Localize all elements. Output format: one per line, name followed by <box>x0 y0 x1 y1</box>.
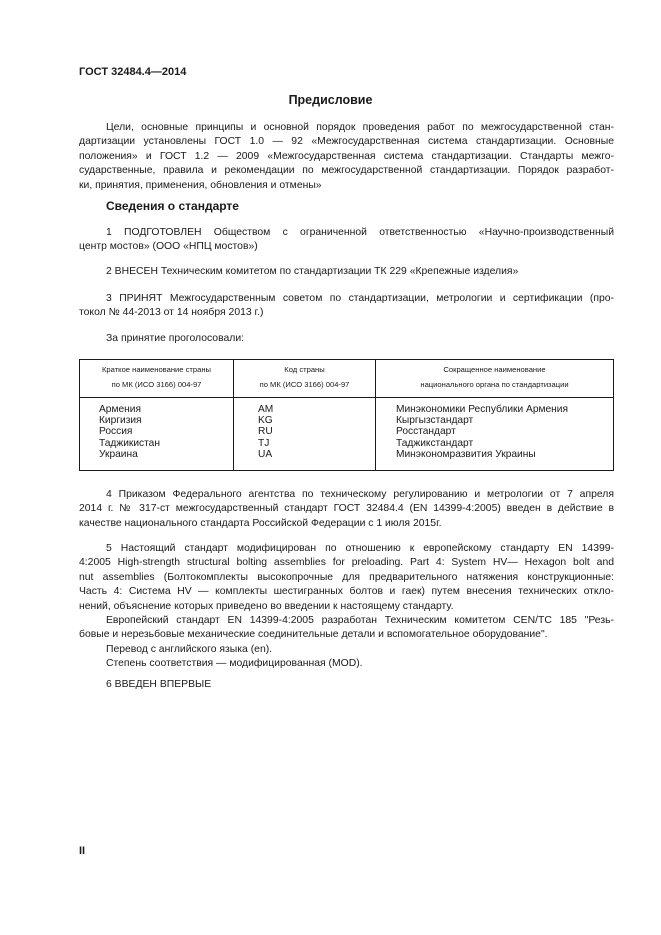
country-code: TJ <box>258 437 270 449</box>
text-line: Цели, основные принципы и основной порядок проведения работ по межгосударственной стан- <box>106 122 614 133</box>
text-line: положения» и ГОСТ 1.2 — 2009 «Межгосударственная система стандартизации. Стандарты межго- <box>79 150 614 162</box>
text-line: Часть 4: Система HV — комплекты шестигранных болтов и гаек) путем внесения технических откло- <box>79 586 614 598</box>
country-name: Армения <box>99 404 141 415</box>
voting-table <box>79 359 614 471</box>
header-standards-body: Сокращенное наименование национального органа по стандартизации <box>376 360 614 398</box>
text-line: ки, принятия, применения, обновления и отмены» <box>79 179 322 191</box>
text-line: 4 Приказом Федерального агентства по техническому регулированию и метрологии от 7 апреля <box>106 489 614 500</box>
country-names-cell <box>80 398 234 471</box>
foreword-paragraph <box>79 121 614 193</box>
text-line: 1 ПОДГОТОВЛЕН Обществом с ограниченной ответственностью «Научно-производственный <box>106 227 614 238</box>
country-code: UA <box>258 448 273 460</box>
item-6-paragraph <box>79 678 614 692</box>
text-line: 3 ПРИНЯТ Межгосударственным советом по стандартизации, метрологии и сертификации (про- <box>106 293 614 304</box>
text-line: 2 ВНЕСЕН Техническим комитетом по стандартизации ТК 229 «Крепежные изделия» <box>106 266 519 277</box>
standards-bodies-cell <box>376 398 614 471</box>
standard-info-title: Сведения о стандарте <box>106 199 239 213</box>
country-code: KG <box>258 415 273 427</box>
country-name: Украина <box>99 448 138 460</box>
text-line: Перевод с английского языка (en). <box>106 643 273 655</box>
table-body-row <box>80 398 614 471</box>
standards-body: Росстандарт <box>396 426 456 438</box>
header-country-code: Код страны по МК (ИСО 3166) 004-97 <box>234 360 376 398</box>
country-name: Таджикистан <box>99 437 160 449</box>
text-line: центр мостов» (ООО «НПЦ мостов») <box>79 241 258 253</box>
foreword-title: Предисловие <box>288 93 373 107</box>
text-line: 2014 г. № 317-ст межгосударственный стандарт ГОСТ 32484.4 (EN 14399-4:2005) введен в действие в <box>79 503 614 515</box>
standards-body: Таджикстандарт <box>396 437 474 449</box>
country-name: Россия <box>99 426 133 438</box>
standards-body: Минэкономики Республики Армения <box>396 404 568 415</box>
header-country-name: Краткое наименование страны по МК (ИСО 3166) 004-97 <box>80 360 234 398</box>
text-line: nut assemblies (Болтокомплекты высокопрочные для предварительного натяжения конструкционные: <box>79 571 614 583</box>
page-number: II <box>79 845 86 857</box>
country-codes-cell <box>234 398 376 471</box>
text-line: 5 Настоящий стандарт модифицирован по отношению к европейскому стандарту EN 14399- <box>106 543 614 554</box>
voted-label <box>79 332 614 346</box>
text-line: бовые и нерезьбовые механические соединительные детали и вспомогательное оборудование". <box>79 629 548 641</box>
item-5-paragraph <box>79 542 614 672</box>
text-line: 4:2005 High-strength structural bolting assemblies for preloading. Part 4: System HV— Hexagon bolt and <box>79 557 614 569</box>
info-item-3 <box>79 292 614 321</box>
info-item-2 <box>79 265 614 279</box>
text-line: За принятие проголосовали: <box>106 333 245 344</box>
standards-body: Минэкономразвития Украины <box>396 448 536 460</box>
text-line: дартизации установлены ГОСТ 1.0 — 92 «Межгосударственная система стандартизации. Основные <box>79 136 614 148</box>
text-line: качестве национального стандарта Российской Федерации с 1 июля 2015г. <box>79 517 442 529</box>
country-code: AM <box>258 404 274 415</box>
standards-body: Кыргызстандарт <box>396 415 474 427</box>
text-line: токол № 44-2013 от 14 ноября 2013 г.) <box>79 307 264 319</box>
text-line: сударственные, правила и рекомендации по межгосударственной стандартизации. Порядок разработ- <box>79 165 614 177</box>
text-line: Европейский стандарт EN 14399-4:2005 разработан Техническим комитетом CEN/TC 185 "Резь- <box>106 615 614 627</box>
text-line: Степень соответствия — модифицированная (MOD). <box>106 658 363 670</box>
item-4-paragraph <box>79 488 614 531</box>
text-line: 6 ВВЕДЕН ВПЕРВЫЕ <box>106 679 212 690</box>
country-name: Киргизия <box>99 415 142 427</box>
text-line: нений, объяснение которых приведено во введении к настоящему стандарту. <box>79 600 454 612</box>
info-item-1 <box>79 226 614 255</box>
document-id: ГОСТ 32484.4—2014 <box>79 66 187 78</box>
country-code: RU <box>258 426 273 438</box>
table-header-row <box>80 360 614 398</box>
